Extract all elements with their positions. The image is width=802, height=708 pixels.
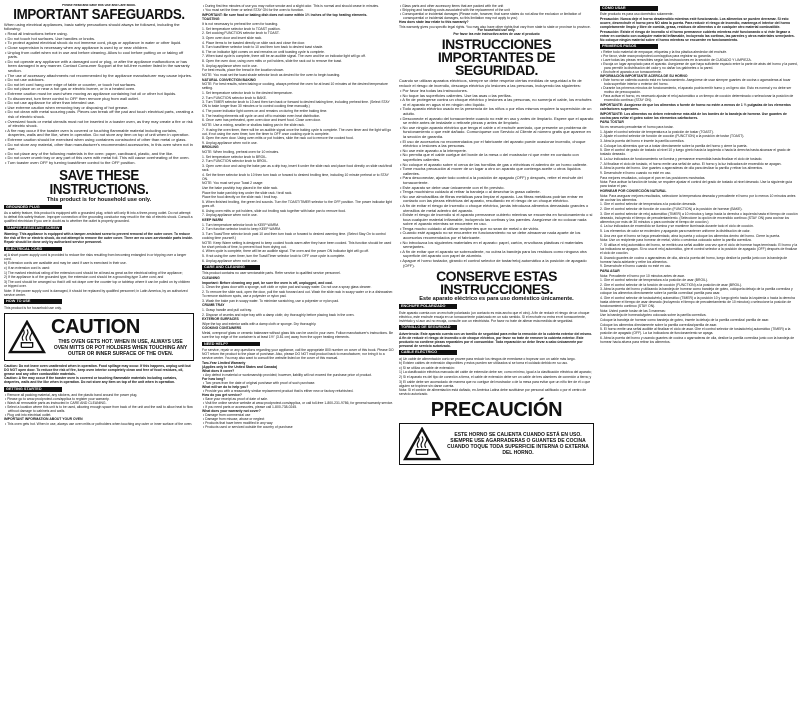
step-item: 5. Gire el control de grado de tostado al nivel 10 y luego gírelo hacia la izquierda o hacia la derecha hasta alcanzar el grado de tostado deseado. <box>600 148 791 157</box>
column-english-safeguards <box>4 4 194 706</box>
step-item: c) Si se utiliza un cable de extensión: <box>399 365 455 370</box>
step-item: 1. Set temperature selector knob to the desired temperature. <box>202 90 293 95</box>
list-item: • Por favor, visite www.prodprotect.com/applica para registrar su garantía. <box>600 54 798 58</box>
exterior-heading: EXTERIOR SURFACES <box>202 317 239 322</box>
step-item: 7. Al finalizar el ciclo de tostado, el horno emite una señal de aviso. El horno y la luz indicadora de encendido se apagan. <box>600 161 782 166</box>
step-item: 3. Turn Toast/Time selector knob past 10 and then turn back or forward to desired warming time. (Select Stay On to control cooking time yourself.) <box>202 231 386 240</box>
asar-steps <box>600 278 798 344</box>
household-note: This product is for household use only. <box>46 196 152 203</box>
tamper-screw-heading: TAMPER-RESISTANT SCREW <box>4 226 62 231</box>
step-item: Note: If the power supply cord is damaged, it should be replaced by qualified personnel; in Latin America, by an authorized service center. <box>4 288 188 297</box>
step-item: 5. When finished broiling, the green led sounds. Turn the TOAST/TIMER selector to the OFF position. The power indicator light goes off. <box>202 199 392 209</box>
es-household-note: Este aparato eléctrico es para uso doméstico únicamente. <box>419 296 574 303</box>
list-item: • Visit the online service website at www.prodprotect.com/applica, or call toll-free 1-800-231-9786, for general warranty service. <box>202 401 394 405</box>
step-item: c) If an extension cord is used: <box>4 266 50 271</box>
list-item: • Turn toaster oven OFF by turning toast/timer control to the OFF position. <box>4 161 194 166</box>
asar-heading: PARA ASAR <box>600 268 620 273</box>
step-item: 5. Turn toast/timer selector knob to 10 and then turn back to desired toast shade. <box>202 45 324 50</box>
step-item: Use the bake pan/drip tray placed in the slide rack. <box>202 186 279 191</box>
important-info-list <box>4 422 194 426</box>
step-item: 5. The heating elements will cycle on and off to maintain even heat distribution. <box>202 113 321 118</box>
es-safeguards-title: INSTRUCCIONES IMPORTANTES DE SEGURIDAD. <box>437 36 556 79</box>
step-item: 2. Gire el control selector de la función de cocción (FUNCTION) a la posición de asar (BROIL). <box>600 282 743 287</box>
warranty-a6: This warranty gives you specific legal rights. You may also have other rights that vary from state to state or province to province. <box>399 24 591 29</box>
list-item: • Lave todas las piezas removibles según las instrucciones en la sección de CUIDADO Y LIMPIEZA. <box>600 58 798 62</box>
list-item: • No use ningún aparato eléctrico que tenga el cable o el enchufe averiado, que presente un problema de funcionamiento o que esté dañado. Comuníquese con Servicio al Cliente al número gratis que aparece en la sección de garantía. <box>399 126 594 140</box>
list-item: • Do not place on or near a hot gas or electric burner, or in a heated oven. <box>4 87 194 92</box>
es-save-title: CONSERVE ESTAS INSTRUCCIONES. <box>436 268 557 298</box>
list-item: • Para activar el horno, es necesario ajustar el reloj automático a un tiempo de cocción determinado o seleccionar la posición de encendido continuo (STAY ON). <box>600 94 798 102</box>
step-item: 9. Unplug appliance when not in use. <box>202 63 258 68</box>
broiling-note: NOTE: When broiling, preheat oven for 10 minutes. <box>202 150 280 155</box>
step-item: 8. Open the oven door, using oven mitts or pot holders, slide the rack out to remove the toast. <box>202 59 343 64</box>
step-item: NOTE: Keep Warm setting is designed to keep cooked foods warm after they have been cooked. This function should be used for short periods of time, to prevent food from drying out. <box>202 240 392 249</box>
list-item: • Damage from commercial use <box>202 413 394 417</box>
step-item: 2. Dispose of crumbs and wipe tray with a damp cloth; dry thoroughly before placing back in the oven. <box>202 312 355 317</box>
step-item: 2. Turn FUNCTION selector knob to BAKE. <box>202 95 267 100</box>
step-item: 3. Wash the bake pan in soapy water. To minimize scratching, use a polyester or nylon pad. <box>202 298 340 303</box>
step-item: 3. Gire el control selector de reloj automático (TIMER) a 10 minutos y luego hacia la derecha o izquierda hasta el tiempo de cocción deseado, incluyendo el tiempo de precalentamiento. (Seleccione la opción de encendido continuo (STAY ON) para cocinar los alimentos por más de 30 minutos o para controlar el tiempo de cocción.) <box>600 211 798 224</box>
keep-warm-heading: KEEP WARM <box>202 217 223 222</box>
es-cable-list <box>399 357 594 388</box>
es-plug-text: Este aparato cuenta con un enchufe polarizado (un contacto es más ancho que el otro). A fin de reducir el riesgo de un choque eléctrico, este enchufe encaja en un tomacorriente polarizado en un solo sentido. Si el enchufe no entra en el tomacorriente, inviértalo y si aun así no encaja, consulte con un electricista. Por favor no trate de alterar esta medida de seguridad. <box>399 310 590 323</box>
info-heading: INFORMACIÓN IMPORTANTE ACERCA DE SU HORNO <box>600 74 688 79</box>
hot-surface-warning-icon <box>8 320 46 354</box>
list-item: • Este horno se calienta cuando está en funcionamiento. Asegúrese de usar siempre guantes de cocina o agarraderas al tocar toda superficie interior o exterior del horno. <box>600 78 798 86</box>
warranty-q5: What does your warranty not cover? <box>202 409 261 414</box>
es-caution-title: PRECAUCIÓN <box>430 399 563 422</box>
list-item: • If you need parts or accessories, please call 1-800-738-0245. <box>202 405 394 409</box>
step-item: Use la bandeja de horneado/goteo colocada sobre la parrilla corrediza. <box>600 313 707 318</box>
important-info-heading: IMPORTANT INFORMATION ABOUT YOUR OVEN <box>4 417 83 422</box>
list-item: • Products used or serviced outside the country of purchase <box>202 425 394 429</box>
cleaning-heading: CLEANING <box>202 276 220 280</box>
list-item: • No use este aparato a la intemperie. <box>399 149 594 154</box>
list-item: • Existe el riesgo de incendio si el aparato permanece cubierto mientras se encuentra en funcionamiento o si toca cualquier material inflamable, incluyendo las cortinas y las paredes. Asegúrese de no colocar nada sobre el aparato mientras se encuentre en uso. <box>399 213 594 227</box>
list-item: • Extreme caution must be used when moving an appliance containing hot oil or other hot liquids. <box>4 92 194 97</box>
step-item: 5. If not using the oven timer, turn the Toast/Timer selector knob to OFF once cycle is complete. <box>202 253 346 258</box>
top-note: Please Read and Save this Use and Care Book. <box>62 4 136 7</box>
step-item: 2. Turn function selector knob to keep KEEP WARM. <box>202 227 281 232</box>
step-item: 8. Usando guantes de cocina o agarraderas de olla, abra la puerta del horno, luego deslice la parrilla junto con la bandeja de hornear hacia adelante y retire los alimentos. <box>600 255 788 264</box>
list-item: • Do not use appliance for other than intended use. <box>4 101 194 106</box>
step-item: 6. La luz indicadora de funcionamiento se ilumina y permanece encendida hasta finalizar el ciclo de tostado. <box>600 157 763 161</box>
info-list <box>600 78 798 102</box>
list-item: • Please go to www.prodprotect.com/applica to register your warranty. <box>4 397 194 401</box>
need-help-text: For service, repair or any questions regarding your appliance, call the appropriate 800 number on cover of this book. Please DO NOT return the product to the place of purchase. Also, please DO NOT mail product back to manufacturer, nor bring it to a service center. You may also want to consult the website listed on the cover of this manual. <box>202 347 394 361</box>
care-intro: This product contains no user serviceable parts. Refer service to qualified service personnel. <box>202 271 341 276</box>
step-item: 2. Set cooking FUNCTION selector knob to TOAST. <box>202 31 280 36</box>
list-item: • Tenga mucho cuidado al utilizar recipientes que no sean de metal o de vidrio. <box>399 227 594 232</box>
step-item: 5. El horno emite una señal audible al finalizar el ciclo de asar. Gire el control selector de tostado/reloj automático (TIMER) a la posición de apagado (OFF). La luz indicadora de funcionamiento se apaga. <box>600 327 791 336</box>
household-note-es: Por favor lea este instructivo antes de usar el producto <box>453 32 540 37</box>
step-item: 6. Una vez que el horno se haya precalentado, abra la puerta y coloque los alimentos dentro del horno. Cierre la puerta. <box>600 233 781 238</box>
list-item: • El uso de accesorios no recomendados por el fabricante del aparato puede ocasionar incendio, choque eléctrico o lesiones a las personas. <box>399 140 594 149</box>
step-item: 8. Abra la puerta del horno. Use guantes o agarraderas de olla para deslizar la parrilla y retirar los alimentos. <box>600 166 764 171</box>
step-item: 3) El cable debe ser acomodado de manera que no cuelgue del mostrador o de la mesa para evitar que un niño tire de él o que alguien se tropiece sin darse cuenta. <box>399 379 591 388</box>
safeguards-list <box>4 32 194 165</box>
list-item: • Do not cover crumb tray or any part of this oven with metal foil. This will cause overheating of the oven. <box>4 156 194 161</box>
list-item: • Tenga muchísimo cuidado al retirar la bandeja o al desechar la grasa caliente. <box>399 190 594 195</box>
warranty-a2: • Two years from the date of original purchase with proof of such purchase. <box>202 381 394 385</box>
column-spanish-instructions <box>600 4 798 706</box>
convection-note: NOTE: For best results, when baking or cooking, always preheat the oven for at least 10 minutes at the desired temperature setting. <box>202 82 388 91</box>
list-item: • Close supervision is necessary when any appliance is used by or near children. <box>4 46 194 51</box>
step-item: 7. Si utiliza el reloj automático del horno, se emitirá una señal audible una vez que el ciclo de hornear haya terminado. El horno y la luz indicadora se apagan. Si no usa el reloj automático, gire el control selector a la posición de apagado (OFF) después de finalizar el ciclo de cocción. <box>600 242 798 255</box>
warranty-subheading: (Applies only in the United States and Canada) <box>202 364 278 369</box>
list-item: • No coloque el aparato sobre ni cerca de las hornillas de gas o eléctricas ni adentro de un horno caliente. <box>399 163 594 168</box>
list-item: • Tome mucha precaución al mover de un lugar a otro un aparato que contenga aceite u otros líquidos calientes. <box>399 167 594 176</box>
warranty-a3: • Provide you with a reasonably similar replacement product that is either new or factory refurbished. <box>202 389 394 393</box>
warranty-q6: How does state law relate to this warranty? <box>399 20 469 25</box>
hornear-nota: Nota: Para asegurar mejores resultados, seleccione la temperatura deseada y precaliente el horno por lo menos 10 minutos antes de cocinar los alimentos. <box>600 193 796 202</box>
list-item: • Enchufe el aparato a un tomacorriente. <box>600 70 798 74</box>
es-plug-heading: ENCHUFE POLARIZADO <box>399 304 457 309</box>
caution-fire: Caution: A fire may occur if the toaster oven is covered or touching flammable materials including curtains, draperies, walls and the like when in operation. Do not store any item on top of the unit when in operation. <box>4 376 178 385</box>
step-item: 4. Set the timer selector knob to 10 then turn back or forward to desired broiling time, including 10 minute preheat or to STAY ON. <box>202 172 389 181</box>
warranty-q1: What does it cover? <box>202 368 235 373</box>
list-item: • Oversized foods or metal utensils must not be inserted in a toaster oven, as they may create a fire or risk of electric shock. <box>4 120 194 129</box>
hot-surface-warning-icon <box>403 427 441 461</box>
caution-box <box>4 313 194 361</box>
list-item: • Wash all removable parts as instructed in CARE AND CLEANING. <box>4 401 194 405</box>
step-item: 7. If using the oven timer, there will be an audible signal once the baking cycle is complete. The oven timer and the light will go out. If not using the oven timer, turn the timer to OFF once cooking cycle is complete. <box>202 127 392 136</box>
list-item: • A fin de evitar que el aparato se sobrecaliente, no cubra la bandeja para los residuos como ninguna otra superficie del aparato con papel de aluminio. <box>399 250 594 259</box>
list-item: • Damage from misuse, abuse or neglect <box>202 417 394 421</box>
list-item: • Shipping and handling costs associated with the replacement of the unit <box>399 8 594 12</box>
toasting-note-2: NOTE: You must set the toast shade selector knob as desired for the oven to begin toasting. <box>202 73 341 78</box>
list-item: • Plug unit into electrical outlet. <box>4 413 194 417</box>
step-item: 3) The cord should be arranged so that it will not drape over the counter top or tabletop where it can be pulled on by children or tripped over. <box>4 279 191 289</box>
step-item: 3. Abra la puerta del horno y utilizando la bandeja de hornear como bandeja de goteo, colóquela debajo de la parrilla corrediza y coloque los alimentos directamente sobre la parrilla corrediza/ parrilla para asar. <box>600 287 793 296</box>
how-to-use-heading: HOW TO USE <box>4 299 62 304</box>
list-item: • Products that have been modified in any way <box>202 421 394 425</box>
step-item: 2. To remove the slide rack, open the door, pull the rack forward and out. Wash the slide rack in soapy water or in a dishwasher. To remove stubborn spots, use a polyester or nylon pad. <box>202 289 394 298</box>
tostar-steps <box>600 130 798 175</box>
es-cable-heading: CABLE ELÉCTRICO <box>399 350 457 355</box>
list-item: • To protect against electrical shock do not immerse cord, plugs or appliance in water or other liquid. <box>4 41 194 46</box>
list-item: • Apague el horno tostador, girando el control selector de tostar/reloj automático a la posición de apagado (OFF). <box>399 259 594 268</box>
household-note-en2: For household use only. <box>477 28 516 33</box>
step-item: 4. Place items to be toasted directly on slide rack and close the door. <box>202 40 306 45</box>
electrical-cord-heading: ELECTRICAL CORD <box>4 247 62 252</box>
grounded-plug-text: As a safety feature, this product is equipped with a grounded plug, which will only fit into a three-prong outlet. Do not attempt to defeat this safety feature. Improper connection of the grounding conductor may result in the risk of electric shock. Consult a qualified electrician if you are in doubt as to whether the outlet is properly grounded. <box>4 210 193 223</box>
hornear-steps <box>600 202 798 268</box>
getting-started-list <box>4 393 194 417</box>
toasting-intro: It is not necessary to preheat the oven for toasting. <box>202 21 279 26</box>
list-item: • Todo aparato eléctrico usado en la presencia de los niños o por ellos mismos requiere la supervisión de un adulto. <box>399 107 594 116</box>
step-item: 6. Once oven has preheated, open oven door and insert food. Close oven door. <box>202 118 321 123</box>
broiling-heading: BROILING <box>202 145 219 150</box>
como-usar-heading: CÓMO USAR <box>600 6 658 11</box>
important-info-continued <box>202 4 394 12</box>
list-item: • No use almohadillas de fibras metálicas para limpiar el aparato. Las fibras metálicas podrían entrar en contacto con las piezas eléctricas del aparato, resultando en el riesgo de un choque eléctrico. <box>399 195 594 204</box>
step-item: 3. Open oven door and insert slide rack. <box>202 35 263 40</box>
warranty-a4 <box>202 397 394 409</box>
step-item: 3. Abra la puerta del horno e inserte la parrilla corrediza. <box>600 139 685 144</box>
step-item: 3. Turn TIMER selector knob to 10 and then turn back or forward to desired baking time, including preheat time. (Select STAY ON to bake longer than 30 minutes or to control cooking time manually.) <box>202 100 390 109</box>
toasting-steps <box>202 27 394 68</box>
info-important-2: IMPORTANTE: Los alimentos no deben extenderse más allá de los bordes de la bandeja de hornear. Use guantes de cocina para evitar el goteo sobre los elementos calefactores. <box>600 111 787 120</box>
step-item: 8. Open the oven door. Using oven mitts or pot holders, slide the rack out to remove the cooked food. <box>202 136 354 141</box>
list-item: • The use of accessory attachments not recommended by the appliance manufacturer may cause injuries. <box>4 74 194 79</box>
step-item: Coloque los alimentos directamente sobre la parrilla corrediza/parrilla de asar. <box>600 322 718 327</box>
tostar-heading: PARA TOSTAR <box>600 120 624 125</box>
warranty-a1: • Any defect in material or workmanship provided; however, liability will not exceed the purchase price of product. <box>202 373 394 377</box>
info-important: IMPORTANTE: Asegúrese de que los alimentos o fuente de horno no estén a menos de 1 ½ pulgadas de los elementos calefactores superiores. <box>600 103 791 112</box>
keep-warm-steps <box>202 223 394 263</box>
es-safeguards-list <box>399 89 594 268</box>
caution-title: CAUTION <box>51 315 141 338</box>
es-safeguards-intro: Cuando se utilizan aparatos eléctricos, siempre se debe respetar ciertas medidas de seguridad a fin de reducir el riesgo de incendio, descarga eléctrica y/o lesiones a las personas, incluyendo las siguientes: <box>399 78 582 88</box>
important-note: IMPORTANT: Be sure food or baking dish does not come within 1½ inches of the top heating elements. <box>202 12 368 17</box>
caution-note: Caution: Do not leave oven unattended when in operation. Food spillage may occur. If this happens, unplug unit but DO NOT open door. To reduce the risk of fire, keep oven interior completely clean and free of food residues, oil, grease and any other combustible materials. <box>4 363 191 376</box>
containers-text: Metal, ovenproof glass or ceramic bakeware without glass lids can be used in your oven. Follow manufacturer's instructions. Be sure the top edge of the container is at least 1½" (3.81 cm) away from the upper heating elements. <box>202 331 393 340</box>
list-item: • Use extreme caution when removing tray or disposing of hot grease. <box>4 106 194 111</box>
crumb-tray-steps <box>202 308 394 317</box>
step-item: Coloque la bandeja de hornear como bandeja de goteo, inserte la debajo de la parrilla corrediza/ parrilla de asar. <box>600 318 770 323</box>
como-usar-text: Este producto es para uso doméstico solamente. <box>600 12 674 17</box>
cleaning-steps <box>202 285 394 302</box>
step-item: 5. Los elementos de calor se encienden y apagarán para mantener uniforme la distribución de calor. <box>600 228 751 233</box>
step-item: 6. Abra la puerta del horno y usando guantes de cocina o agarraderas de olla, deslice la parrilla corrediza junto con la bandeja de hornear hacia afuera para retirar los alimentos. <box>600 336 795 345</box>
step-item: 1. Ajuste el control selector de temperatura a la posición de tostar (TOAST). <box>600 129 714 134</box>
getting-started-heading: GETTING STARTED <box>4 387 62 392</box>
step-item: 6. Using oven mitts or pot holders, slide out broiling rack together with bake pan to remove food. <box>202 208 346 213</box>
caution-box-text: THIS OVEN GETS HOT. WHEN IN USE, ALWAYS USE OVEN MITTS OR POT HOLDERS WHEN TOUCHING ANY OUTER OR INNER SURFACE OF THE OVEN. <box>53 338 188 357</box>
step-item: 2. Gire el control selector de función de cocción (FUNCTION) a la posición de hornear (BAKE). <box>600 206 743 211</box>
precaucion-2: Precaución: Existe el riesgo de incendio si el horno permanece cubierto mientras esté funcionando o si éste llegase a entrar en contacto con cualquier material inflamable, incluyendo las cortinas, las paredes y otros materiales semejantes. No coloque ningún material sobre el horno mientras se encuentre en funcionamiento. <box>600 29 795 42</box>
step-item: 9. Unplug appliance when not in use. <box>202 140 258 145</box>
list-item: • Durante los primeros minutos de funcionamiento, el aparato podría emitir humo y un ligero olor. Esto es normal y no debe ser motivo de preocupación. <box>600 86 798 94</box>
step-item: 1. Set temperature selector knob to TOAST position. <box>202 26 281 31</box>
step-item: NOTE: You must set your Toast 2 usage: <box>202 181 264 186</box>
warranty-a5-continued <box>399 4 594 20</box>
primeros-pasos-heading: PRIMEROS PASOS <box>600 44 658 49</box>
list-item: • Glass parts and other accessory items that are packed with the unit <box>399 4 594 8</box>
es-caution-box <box>399 423 594 465</box>
list-item: • A fire may occur if the toaster oven is covered or touching flammable material including curtains, draperies, walls and the like, when in operation. Do not store any item on top of unit when in operation. <box>4 129 194 138</box>
tostar-nota-2: Nota: Para activar la función de tostar, se requiere ajustar el control del grado de tostado al nivel deseado. Use la siguiente guía para tostar el pan. <box>600 180 793 189</box>
precaucion-1: Precaución: Nunca deje el horno desatendido mientras esté funcionando. Los alimentos se pueden derramar. Si esto ocurre, desenchufe el horno pero NO abra la puerta. Para reducir el riesgo de incendio, mantenga el interior del horno completamente limpio y libre de comida, grasa, residuos de alimentos o de cualquier otro material combustible. <box>600 16 791 29</box>
crumb-tray-heading: CRUMB TRAY <box>202 303 225 308</box>
step-item: 9. Desenchufe el horno cuando no esté en uso. <box>600 264 672 269</box>
step-item: 7. Unplug appliance when not in use. <box>202 213 258 218</box>
warranty-q4: How do you get service? <box>202 393 242 398</box>
how-to-use-text: This product is for household use only. <box>4 305 62 310</box>
step-item: 9. Desenchufe el horno cuando no esté en uso. <box>600 170 672 175</box>
list-item: • Por favor lea todas las instrucciones. <box>399 89 594 94</box>
list-item: • Do not use outdoors. <box>4 78 194 83</box>
list-item: • Remove all packing material, any stickers, and the plastic band around the power plug. <box>4 393 194 397</box>
list-item: • No introduzca los siguientes materiales en el aparato: papel, cartón, envolturas plásticas ni materiales semejantes. <box>399 241 594 250</box>
list-item: • Este aparato se debe usar únicamente con el fin previsto. <box>399 186 594 191</box>
warranty-heading: Two-Year Limited Warranty <box>202 360 246 365</box>
step-item: b) Extension cords are available and may be used if care is exercised in their use. <box>4 261 127 266</box>
list-item: • Extreme caution should be exercised when using containers constructed of other than metal or glass. <box>4 138 194 143</box>
step-item: Place the bake pan/drip tray under the slide rack / broil rack. <box>202 190 293 195</box>
list-item: • A fin de protegerse contra un choque eléctrico y lesiones a las personas, no sumerja el cable, los enchufes ni el aparato en agua ni en ningún otro líquido. <box>399 98 594 107</box>
step-item: 6. Unplug appliance when not in use. <box>202 258 258 263</box>
asar-nota: Nota: Precaliente el horno por 10 minutos antes de asar. <box>600 273 685 278</box>
convection-steps <box>202 91 394 145</box>
list-item: • Para desconectar, ajuste todo control a la posición de apagado (OFF) y después, retire el enchufe del tomacorriente. <box>399 176 594 185</box>
list-item: • A fin de evitar el riesgo de incendio o choque eléctrico, jamás introduzca alimentos demasiado grandes o utensilios de metal adentro del aparato. <box>399 204 594 213</box>
list-item: • Do not place any of the following materials in the oven: paper, cardboard, plastic, and the like. <box>4 152 194 157</box>
list-item: • Do not operate any appliance with a damaged cord or plug, or after the appliance malfunctions or has been damaged in any manner. Contact Consumer Support at the toll-free number listed in the warranty section. <box>4 60 194 74</box>
tamper-screw-text: Warning: This appliance is equipped with a tamper-resistant screw to prevent removal of the outer cover. To reduce the risk of fire or electric shock, do not attempt to remove the outer cover. There are no user-serviceable parts inside. Repair should be done only by authorized service personnel. <box>4 231 193 244</box>
step-item: b) Existen cables de extensión disponibles y estos pueden ser utilizados si se toma el cuidado debido en su uso. <box>399 361 569 366</box>
list-item: • Do not clean with metal scouring pads. Pieces can break off the pad and touch electrical parts, creating a risk of electric shock. <box>4 110 194 119</box>
step-item: 3. Open oven door and using the bake pan as a drip tray, insert it under the slide rack and place food directly on slide rack/broil rack. <box>202 164 393 173</box>
step-item: 4. La luz indicadora de encendido se ilumina y se mantiene iluminada durante todo el ciclo de cocción. <box>600 224 754 229</box>
primeros-pasos-list <box>600 50 798 74</box>
step-item: 4. Gire el control selector de tostado/reloj automático (TIMER) a la posición 10 y luego gírelo hacia la izquierda o hacia la derecha hasta obtener el tiempo de asar deseado (incluyendo el tiempo de precalentamiento de 10 minutos) o seleccione la posición de funcionamiento continuo (STAY ON). <box>600 296 795 309</box>
tostar-nota: Para mejores resultados, coloque el pan en las posiciones mostradas. <box>600 175 706 180</box>
step-item: 2. Turn FUNCTION selector knob to BROIL. <box>202 159 268 164</box>
tostar-intro: No es necesario precalentar el horno para tostar. <box>600 125 674 130</box>
list-item: • Cuando esté apagado no se encuentre en funcionamiento no se debe almacenar nada aparte de los accesorios recomendados por el fabricante. <box>399 231 594 240</box>
step-item: Nota: Use un recipiente para hornear de metal, vidrio o cerámica colocado sobre la parrilla corrediza. <box>600 238 752 243</box>
containers-heading: COOKING CONTAINERS <box>202 326 242 331</box>
warranty-q2: For how long? <box>202 376 226 381</box>
step-item: 1. Clean the glass door with a sponge, soft cloth or nylon pad and soapy water. Do not use a spray glass cleaner. <box>202 285 372 290</box>
list-item: • No permita que el cable cuelgue del borde de la mesa o del mostrador ni que entre en contacto con superficies calientes. <box>399 153 594 162</box>
step-item: 1. Gire el control selector de temperatura a la posición de asar (BROIL). <box>600 278 708 283</box>
step-item: 2) If the appliance is of the grounded type, the extension cord should be a grounding-type 3-wire cord; and <box>4 275 164 280</box>
toasting-note: For best results, place the bread in the location shown. <box>202 68 285 73</box>
list-item: • You must set the timer or select STAY ON for the oven to function. <box>202 8 394 12</box>
list-item: • Do not touch hot surfaces. Use handles or knobs. <box>4 37 194 42</box>
need-help-heading: NEED HELP? <box>202 342 260 347</box>
step-item: Place the food directly on the slide rack / broil tray. <box>202 195 278 200</box>
es-cable-note: Nota: Si el cordón de alimentación está dañado, en América Latina debe sustituirse por personal calificado o por el centro de servicio autorizado. <box>399 388 587 397</box>
cleaning-important: Important: Before cleaning any part, be sure the oven is off, unplugged, and cool. <box>202 280 334 285</box>
list-item: • Escoja un lugar apropiado para el aparato. Asegúrese de que haya suficiente espacio entre la parte de atrás del horno y la pared, para permitir la distribución del calor y no dañar los gabinetes o la pared. <box>600 62 798 70</box>
list-item: • Desconecte el aparato del tomacorriente cuando no esté en uso y antes de limpiarlo. Espere que el aparato se enfríe antes de instalarle o retirarle piezas y antes de limpiarlo. <box>399 117 594 126</box>
list-item: • Retire todo material de empaque, etiquetas y la tira plástica alrededor del enchufe. <box>600 50 798 54</box>
safeguards-intro: When using electrical appliances, basic safety precautions should always be followed, including the following: <box>4 21 180 32</box>
step-item: Nota: Usted puede tostar de las 3 maneras: <box>600 308 666 313</box>
list-item: • Do not let cord hang over edge of table or counter, or touch hot surfaces. <box>4 83 194 88</box>
safeguards-title: IMPORTANT SAFEGUARDS. <box>13 6 185 23</box>
list-item: • To disconnect, turn timer control to OFF then remove plug from wall outlet. <box>4 97 194 102</box>
list-item: • Do not store any material, other than manufacturer's recommended accessories, in this oven when not in use. <box>4 143 194 152</box>
list-item: • This oven gets hot. When in use, always use oven mitts or potholders when touching any outer or inner surface of the oven. <box>4 422 194 426</box>
step-item: NOTE: Use a mixing, smaller or shallow baking pan in the slide rack. <box>202 122 305 127</box>
step-item: 1. Set temperature selector knob to BROIL. <box>202 154 268 159</box>
broiling-steps <box>202 155 394 218</box>
list-item: • No toque las superficies calientes. Use las asas o las perillas. <box>399 94 594 99</box>
list-item: • Save your receipt as proof of date of sale. <box>202 397 394 401</box>
warranty-a5 <box>202 413 394 429</box>
list-item: • Consequential or incidental damages (Please note, however, that some states do not allow the exclusion or limitation of consequential or incidental damages, so this limitation may not apply to you) <box>399 12 594 20</box>
step-item: a) A short power-supply cord is provided to reduce the risks resulting from becoming entangled in or tripping over a longer cord. <box>4 252 187 261</box>
electrical-cord-list <box>4 253 194 297</box>
column-english-instructions <box>202 4 394 706</box>
list-item: • Unplug from outlet when not in use and before cleaning. Allow to cool before putting on or taking off parts. <box>4 51 194 60</box>
save-instructions-title: SAVE THESE INSTRUCTIONS. <box>49 167 149 198</box>
grounded-plug-heading: GROUNDED PLUG <box>4 205 62 210</box>
toasting-heading: TOASTING <box>202 17 220 22</box>
step-item: 4. When cycle is complete, there will be an audible signal. The oven and the power ON indicator light will go off. <box>202 249 370 254</box>
step-item: 2) Si el aparato es del tipo de conexión a tierra, el cable de extensión debe ser un cable de tres alambres de conexión a tierra; y <box>399 375 592 380</box>
step-item: 1. Grasp handle and pull out tray. <box>202 307 252 312</box>
es-caution-box-text: ESTE HORNO SE CALIENTA CUANDO ESTÁ EN USO. SIEMPRE USE AGARRADERAS O GUANTES DE COCINA CUANDO TOQUE TODA SUPERFICIE INTERNA O EXTERNA DEL HORNO. <box>447 432 589 457</box>
es-screw-text: Advertencia: Este aparato cuenta con un tornillo de seguridad para evitar la remoción de la cubierta exterior del mismo. A fin de reducir el riesgo de incendio o de choque eléctrico, por favor no trate de remover la cubierta exterior. Este producto no contiene piezas reparables por el consumidor. Toda reparación se debe llevar a cabo únicamente por personal de servicio autorizado. <box>399 331 593 348</box>
exterior-text: Wipe the top and exterior walls with a damp cloth or sponge. Dry thoroughly. <box>202 321 317 326</box>
step-item: 1) La clasificación eléctrica marcada del cable de extensión debe ser, como mínimo, igual a la clasificación eléctrica del aparato; <box>399 370 592 375</box>
step-item: 2. Ajuste el control selector de función de cocción (FUNCTION) a la posición de tostar (TOAST). <box>600 134 745 139</box>
care-cleaning-heading: CARE AND CLEANING <box>202 265 260 270</box>
step-item: 1. Turn temperature selector knob to KEEP WARM. <box>202 222 280 227</box>
step-item: 1. Gire el control selector de temperatura a la posición deseada. <box>600 202 697 207</box>
step-item: 4. Coloque los alimentos que va a tostar directamente sobre la parrilla del horno y cierre la puerta. <box>600 143 748 148</box>
list-item: • Read all instructions before using. <box>4 32 194 37</box>
convection-heading: NATURAL CONVECTION BAKING <box>202 77 256 82</box>
es-screw-heading: TORNILLO DE SEGURIDAD <box>399 325 457 330</box>
step-item: 6. The on indicator light comes on and remains on until toasting cycle is complete. <box>202 49 325 54</box>
step-item: a) Un cable de alimentación corto se provee para reducir los riesgos de enredarse o tropezar con un cable más largo. <box>399 356 576 361</box>
warranty-q3: What will we do to help you? <box>202 384 249 389</box>
list-item: • During first few minutes of use you may notice smoke and a slight odor. This is normal and should cease in minutes. <box>202 4 394 8</box>
step-item: 7. When toast cycle is complete, there will be an audible signal. The oven and the on indicator light will go off. <box>202 54 366 59</box>
step-item: 1) The marked electrical rating of the extension cord should be at least as great as the electrical rating of the appliance; <box>4 270 183 275</box>
hornear-heading: HORNEAR POR CONVECCIÓN NATURAL <box>600 188 667 193</box>
list-item: • Select a location where this unit is to be used, allowing enough space from back of the unit and the wall to allow heat to flow without damage to cabinets and walls. <box>4 405 194 413</box>
step-item: 4. The power indicator light comes on and remains on during the entire baking time. <box>202 108 328 113</box>
column-spanish-safeguards <box>399 4 594 706</box>
